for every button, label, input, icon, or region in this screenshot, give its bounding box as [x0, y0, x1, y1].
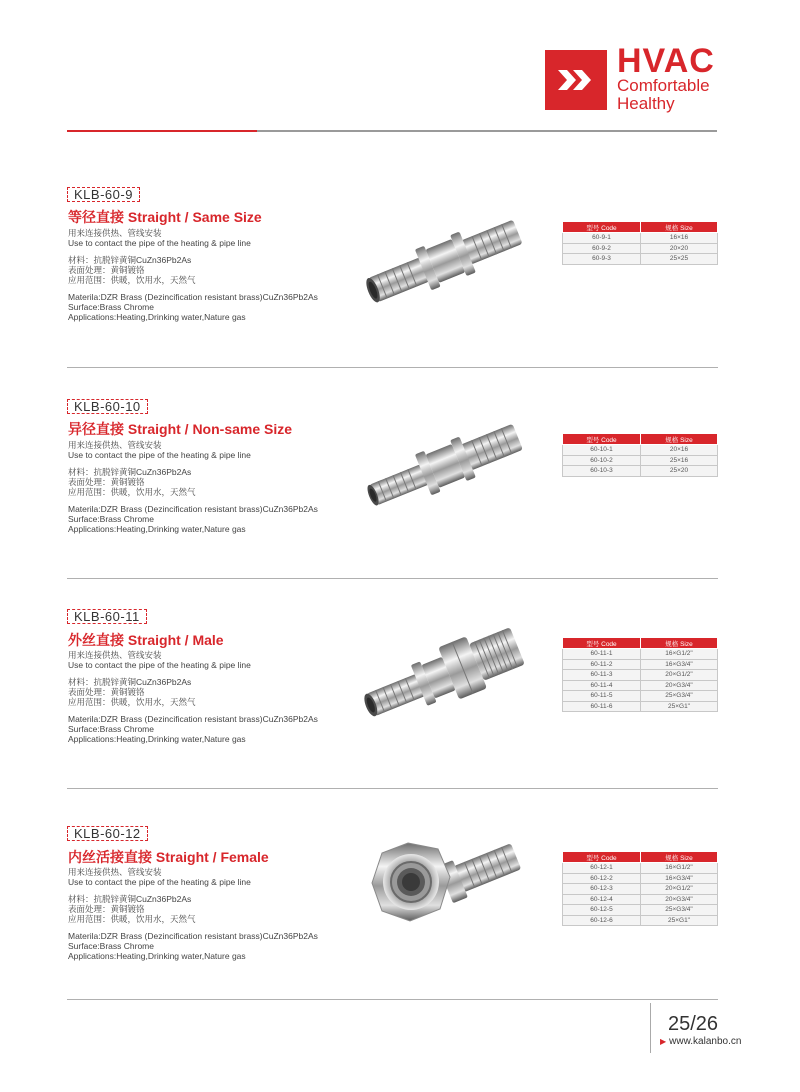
cell-size: 16×G1/2" [641, 863, 718, 874]
desc-en-material: Materila:DZR Brass (Dezincification resistant brass)CuZn36Pb2As [68, 931, 318, 941]
cell-code: 60-12-1 [563, 863, 641, 874]
cell-code: 60-9-2 [563, 243, 641, 254]
cell-code: 60-11-3 [563, 670, 641, 681]
desc-cn-surface: 表面处理：黄铜镀铬 [68, 687, 145, 697]
cell-size: 16×G1/2" [641, 649, 718, 660]
page-number: 25/26 [668, 1013, 719, 1035]
header-size: 规格 Size [641, 222, 718, 233]
fitting-straight-female-image [360, 825, 535, 945]
cell-code: 60-11-6 [563, 701, 641, 712]
product-code-tag: KLB-60-9 [67, 187, 140, 202]
table-row [563, 659, 718, 670]
arrow-icon: ▶ [660, 1037, 667, 1046]
cell-code: 60-10-1 [563, 445, 641, 456]
cell-size: 16×G3/4" [641, 659, 718, 670]
table-row [563, 691, 718, 702]
spec-table [562, 637, 718, 712]
product-description [68, 440, 318, 534]
desc-cn-use: 用来连接供热、管线安装 [68, 867, 162, 877]
cell-size: 25×G1" [641, 915, 718, 926]
spec-table [562, 433, 718, 477]
table-row [563, 701, 718, 712]
desc-en-material: Materila:DZR Brass (Dezincification resistant brass)CuZn36Pb2As [68, 714, 318, 724]
desc-en-material: Materila:DZR Brass (Dezincification resistant brass)CuZn36Pb2As [68, 504, 318, 514]
cell-size: 16×16 [641, 233, 718, 244]
cell-size: 16×G3/4" [641, 873, 718, 884]
header-size: 规格 Size [641, 638, 718, 649]
table-row [563, 905, 718, 916]
header-divider [67, 130, 717, 132]
table-row [563, 863, 718, 874]
spec-table [562, 851, 718, 926]
desc-en-use: Use to contact the pipe of the heating & pipe line [68, 238, 251, 248]
table-row [563, 233, 718, 244]
desc-en-use: Use to contact the pipe of the heating & pipe line [68, 877, 251, 887]
brand-logo [545, 50, 607, 110]
desc-cn-surface: 表面处理：黄铜镀铬 [68, 477, 145, 487]
table-row [563, 445, 718, 456]
product-title: 异径直接 Straight / Non-same Size [68, 421, 293, 437]
cell-code: 60-11-5 [563, 691, 641, 702]
cell-code: 60-10-2 [563, 455, 641, 466]
cell-code: 60-11-4 [563, 680, 641, 691]
cell-size: 25×G3/4" [641, 905, 718, 916]
cell-code: 60-9-1 [563, 233, 641, 244]
cell-size: 25×25 [641, 254, 718, 265]
desc-cn-app: 应用范围：供暖，饮用水，天然气 [68, 914, 196, 924]
desc-cn-material: 材料：抗脱锌黄铜CuZn36Pb2As [68, 467, 192, 477]
desc-en-app: Applications:Heating,Drinking water,Nature gas [68, 951, 246, 961]
desc-en-surface: Surface:Brass Chrome [68, 724, 154, 734]
cell-size: 25×G1" [641, 701, 718, 712]
brand-title: HVAC [617, 42, 715, 80]
brand-tagline-2: Healthy [617, 94, 675, 113]
table-row [563, 915, 718, 926]
product-code-tag: KLB-60-10 [67, 399, 148, 414]
header-size: 规格 Size [641, 852, 718, 863]
table-row [563, 466, 718, 477]
desc-en-app: Applications:Heating,Drinking water,Nature gas [68, 734, 246, 744]
cell-code: 60-11-2 [563, 659, 641, 670]
section-divider [67, 367, 718, 368]
footer-divider [650, 1003, 651, 1053]
desc-cn-app: 应用范围：供暖，饮用水，天然气 [68, 697, 196, 707]
fitting-straight-nonsame-image [355, 420, 535, 510]
desc-en-surface: Surface:Brass Chrome [68, 514, 154, 524]
table-row [563, 894, 718, 905]
section-divider [67, 578, 718, 579]
cell-code: 60-10-3 [563, 466, 641, 477]
header-code: 型号 Code [563, 852, 641, 863]
cell-code: 60-12-2 [563, 873, 641, 884]
table-row [563, 254, 718, 265]
cell-size: 20×G1/2" [641, 670, 718, 681]
desc-en-app: Applications:Heating,Drinking water,Nature gas [68, 524, 246, 534]
product-code-tag: KLB-60-11 [67, 609, 147, 624]
table-row [563, 884, 718, 895]
cell-size: 20×G3/4" [641, 680, 718, 691]
product-description [68, 228, 318, 322]
brand-tagline-1: Comfortable [617, 76, 710, 95]
spec-table [562, 221, 718, 265]
website-line [660, 1036, 741, 1047]
table-row [563, 649, 718, 660]
table-row [563, 243, 718, 254]
cell-code: 60-9-3 [563, 254, 641, 265]
desc-en-surface: Surface:Brass Chrome [68, 941, 154, 951]
header-size: 规格 Size [641, 434, 718, 445]
table-row [563, 680, 718, 691]
cell-code: 60-12-6 [563, 915, 641, 926]
cell-size: 25×G3/4" [641, 691, 718, 702]
desc-cn-material: 材料：抗脱锌黄铜CuZn36Pb2As [68, 677, 192, 687]
double-chevron-icon [545, 50, 607, 110]
section-divider [67, 788, 718, 789]
desc-cn-surface: 表面处理：黄铜镀铬 [68, 265, 145, 275]
product-description [68, 867, 318, 961]
desc-cn-material: 材料：抗脱锌黄铜CuZn36Pb2As [68, 255, 192, 265]
cell-code: 60-12-5 [563, 905, 641, 916]
desc-cn-material: 材料：抗脱锌黄铜CuZn36Pb2As [68, 894, 192, 904]
cell-size: 25×20 [641, 466, 718, 477]
table-row [563, 455, 718, 466]
cell-code: 60-12-4 [563, 894, 641, 905]
desc-cn-use: 用来连接供热、管线安装 [68, 228, 162, 238]
desc-cn-app: 应用范围：供暖，饮用水，天然气 [68, 487, 196, 497]
desc-cn-use: 用来连接供热、管线安装 [68, 440, 162, 450]
cell-code: 60-11-1 [563, 649, 641, 660]
header-code: 型号 Code [563, 434, 641, 445]
fitting-straight-male-image [355, 625, 535, 725]
product-title: 内丝活接直接 Straight / Female [68, 849, 269, 865]
desc-cn-app: 应用范围：供暖，饮用水，天然气 [68, 275, 196, 285]
section-divider [67, 999, 718, 1000]
cell-size: 20×G3/4" [641, 894, 718, 905]
table-row [563, 670, 718, 681]
cell-size: 20×16 [641, 445, 718, 456]
desc-cn-surface: 表面处理：黄铜镀铬 [68, 904, 145, 914]
cell-size: 20×20 [641, 243, 718, 254]
desc-en-use: Use to contact the pipe of the heating & pipe line [68, 660, 251, 670]
header-code: 型号 Code [563, 222, 641, 233]
fitting-straight-same-image [355, 215, 535, 305]
desc-en-surface: Surface:Brass Chrome [68, 302, 154, 312]
table-row [563, 873, 718, 884]
desc-cn-use: 用来连接供热、管线安装 [68, 650, 162, 660]
desc-en-app: Applications:Heating,Drinking water,Nature gas [68, 312, 246, 322]
desc-en-material: Materila:DZR Brass (Dezincification resistant brass)CuZn36Pb2As [68, 292, 318, 302]
cell-size: 20×G1/2" [641, 884, 718, 895]
product-description [68, 650, 318, 744]
product-title: 外丝直接 Straight / Male [68, 632, 224, 648]
product-title: 等径直接 Straight / Same Size [68, 209, 262, 225]
cell-code: 60-12-3 [563, 884, 641, 895]
cell-size: 25×16 [641, 455, 718, 466]
product-code-tag: KLB-60-12 [67, 826, 148, 841]
website-url[interactable]: www.kalanbo.cn [669, 1036, 742, 1047]
desc-en-use: Use to contact the pipe of the heating & pipe line [68, 450, 251, 460]
header-code: 型号 Code [563, 638, 641, 649]
